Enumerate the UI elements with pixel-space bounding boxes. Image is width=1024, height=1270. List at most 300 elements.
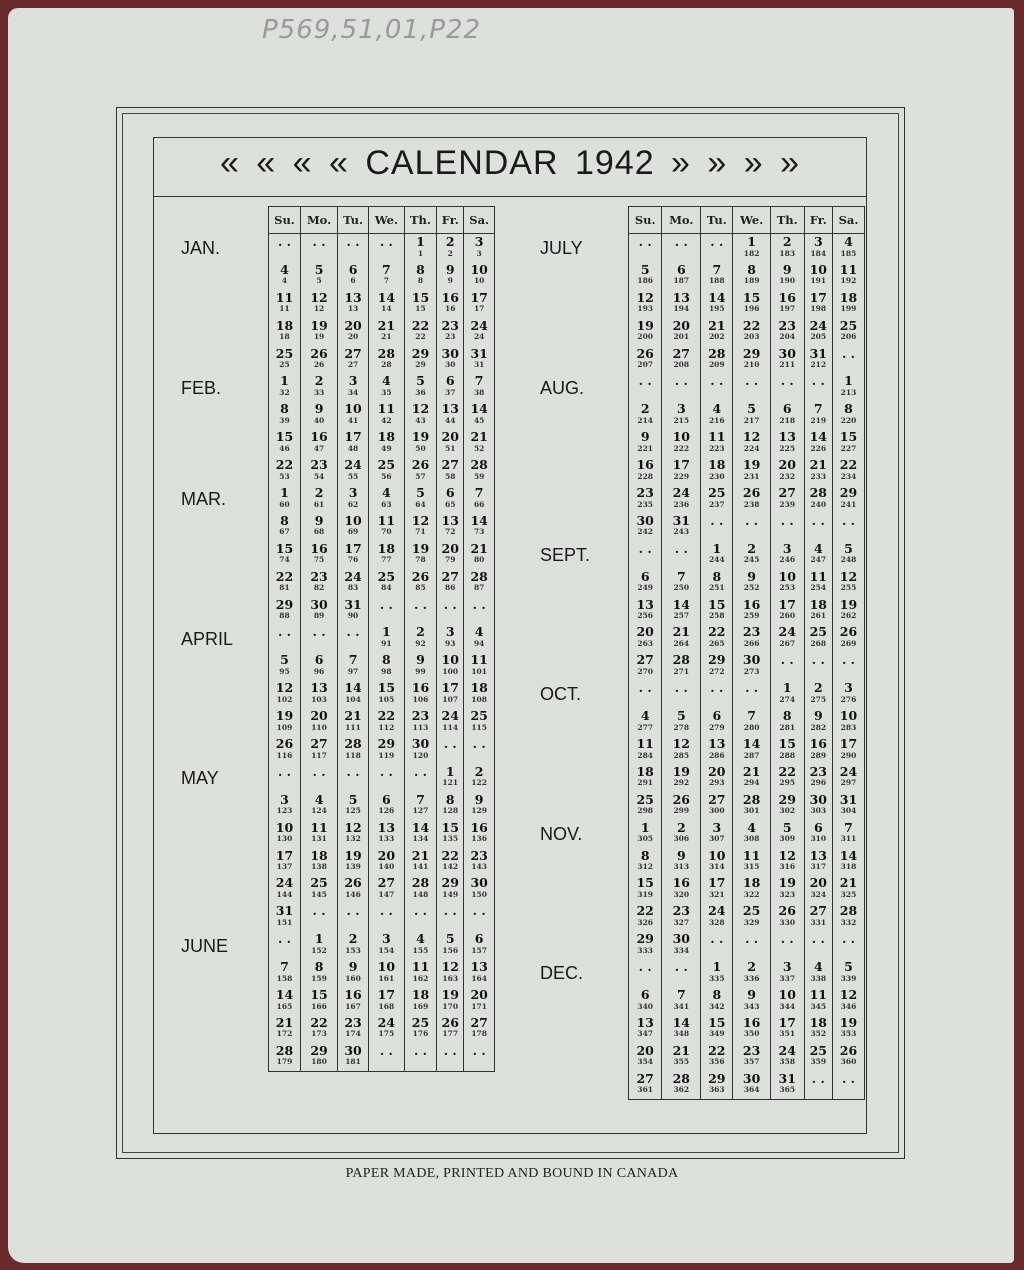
day-number: 28 — [470, 568, 488, 584]
day-cell — [300, 931, 337, 959]
day-number: 15 — [839, 429, 858, 445]
week-row — [629, 820, 865, 848]
day-cell — [804, 875, 832, 903]
day-of-year: 80 — [473, 555, 485, 565]
day-cell — [338, 318, 369, 346]
day-cell — [300, 875, 337, 903]
day-of-year: 83 — [347, 583, 359, 593]
day-number: 23 — [742, 624, 761, 640]
day-cell — [733, 234, 770, 262]
day-number: 5 — [348, 791, 358, 807]
day-number: 29 — [636, 931, 654, 947]
week-row — [629, 624, 865, 652]
day-number: 1 — [416, 234, 425, 249]
day-number: 25 — [377, 457, 396, 473]
day-of-year: 150 — [471, 889, 487, 899]
day-number: 9 — [348, 959, 358, 975]
day-number: 27 — [344, 345, 362, 361]
day-of-year: 306 — [673, 834, 690, 844]
day-number: 27 — [310, 736, 328, 752]
empty-cell — [701, 513, 733, 541]
day-of-year: 126 — [378, 806, 395, 816]
day-of-year: 302 — [779, 806, 796, 816]
day-number: 16 — [310, 429, 328, 445]
day-cell — [300, 373, 337, 401]
day-cell — [300, 1015, 337, 1043]
day-number: 31 — [839, 791, 858, 807]
empty-cell — [437, 1043, 464, 1071]
day-cell — [300, 987, 337, 1015]
day-number: 24 — [778, 624, 796, 640]
day-cell — [404, 708, 436, 736]
day-cell — [701, 792, 733, 820]
week-row — [629, 401, 865, 429]
empty-dots: . . — [472, 903, 486, 919]
day-number: 1 — [747, 234, 756, 249]
week-row — [629, 680, 865, 708]
day-number: 2 — [747, 540, 756, 556]
day-cell — [404, 624, 436, 652]
day-number: 13 — [636, 1014, 654, 1030]
day-number: 21 — [411, 847, 430, 863]
day-cell — [300, 401, 337, 429]
day-cell — [804, 848, 832, 876]
day-of-year: 98 — [381, 666, 392, 676]
day-cell — [464, 401, 495, 429]
empty-cell — [269, 234, 301, 262]
day-cell — [770, 987, 804, 1015]
day-of-year: 319 — [637, 889, 654, 899]
day-of-year: 178 — [471, 1029, 487, 1039]
day-number: 12 — [441, 959, 459, 975]
day-number: 29 — [742, 345, 761, 361]
day-of-year: 236 — [673, 499, 690, 509]
day-cell — [404, 652, 436, 680]
day-of-year: 159 — [311, 973, 327, 983]
week-row — [629, 597, 865, 625]
day-number: 2 — [348, 931, 358, 947]
empty-dots: . . — [745, 373, 759, 389]
empty-dots: . . — [312, 763, 326, 779]
day-number: 13 — [310, 680, 328, 696]
day-cell — [338, 959, 369, 987]
day-cell — [770, 903, 804, 931]
day-number: 14 — [377, 289, 396, 305]
empty-cell — [629, 541, 662, 569]
day-number: 23 — [778, 317, 796, 333]
day-number: 4 — [747, 819, 756, 835]
day-of-year: 301 — [743, 806, 760, 816]
weekday-header: We. — [733, 207, 770, 234]
day-cell — [368, 346, 404, 374]
day-of-year: 267 — [779, 638, 796, 648]
day-cell — [368, 569, 404, 597]
day-number: 15 — [778, 736, 796, 752]
day-of-year: 92 — [415, 638, 426, 648]
day-number: 27 — [672, 345, 690, 361]
day-of-year: 294 — [743, 778, 760, 788]
day-cell — [662, 792, 701, 820]
day-number: 27 — [636, 652, 654, 668]
day-of-year: 67 — [279, 527, 290, 537]
day-of-year: 290 — [840, 750, 857, 760]
day-of-year: 225 — [779, 443, 796, 453]
day-of-year: 112 — [378, 722, 395, 732]
day-of-year: 242 — [637, 527, 654, 537]
day-of-year: 257 — [673, 611, 690, 621]
day-of-year: 269 — [840, 638, 857, 648]
day-cell — [629, 401, 662, 429]
day-of-year: 124 — [311, 806, 327, 816]
day-of-year: 330 — [779, 917, 796, 927]
day-of-year: 53 — [279, 471, 290, 481]
day-cell — [804, 708, 832, 736]
day-number: 12 — [636, 289, 654, 305]
day-of-year: 186 — [637, 276, 654, 286]
week-row — [629, 290, 865, 318]
day-number: 15 — [411, 289, 430, 305]
day-number: 8 — [280, 512, 289, 528]
empty-dots: . . — [346, 903, 360, 919]
day-of-year: 326 — [637, 917, 654, 927]
day-cell — [269, 318, 301, 346]
day-number: 5 — [445, 931, 455, 947]
day-of-year: 213 — [840, 387, 857, 397]
day-cell — [338, 987, 369, 1015]
day-number: 21 — [672, 1042, 690, 1058]
day-of-year: 46 — [279, 443, 290, 453]
day-of-year: 240 — [810, 499, 827, 509]
day-number: 2 — [445, 234, 455, 249]
day-number: 9 — [747, 987, 756, 1003]
day-cell — [437, 485, 464, 513]
week-row — [629, 792, 865, 820]
day-of-year: 28 — [381, 360, 392, 370]
day-of-year: 245 — [743, 555, 760, 565]
day-cell — [300, 652, 337, 680]
empty-cell — [404, 903, 436, 931]
day-number: 26 — [636, 345, 654, 361]
day-number: 7 — [676, 568, 686, 584]
day-cell — [404, 792, 436, 820]
day-cell — [464, 541, 495, 569]
day-of-year: 209 — [708, 360, 725, 370]
empty-dots: . . — [443, 736, 457, 752]
week-row — [269, 346, 495, 374]
day-number: 16 — [411, 680, 430, 696]
day-of-year: 297 — [840, 778, 857, 788]
day-of-year: 116 — [276, 750, 293, 760]
empty-cell — [338, 764, 369, 792]
day-of-year: 347 — [637, 1029, 654, 1039]
day-cell — [832, 680, 864, 708]
day-cell — [662, 931, 701, 959]
day-of-year: 50 — [415, 443, 426, 453]
day-cell — [770, 569, 804, 597]
day-cell — [437, 708, 464, 736]
day-of-year: 258 — [708, 611, 725, 621]
day-of-year: 54 — [313, 471, 325, 481]
day-of-year: 40 — [313, 415, 325, 425]
day-number: 31 — [470, 345, 488, 361]
day-of-year: 360 — [840, 1057, 857, 1067]
day-cell — [662, 652, 701, 680]
day-of-year: 47 — [313, 443, 325, 453]
day-number: 31 — [778, 1070, 796, 1086]
day-number: 25 — [809, 624, 827, 640]
day-number: 23 — [310, 457, 328, 473]
empty-dots: . . — [379, 234, 393, 249]
day-of-year: 358 — [779, 1057, 796, 1067]
day-cell — [300, 680, 337, 708]
day-of-year: 64 — [415, 499, 426, 509]
day-cell — [701, 875, 733, 903]
week-row — [269, 234, 495, 262]
day-cell — [437, 624, 464, 652]
day-cell — [269, 792, 301, 820]
day-cell — [832, 792, 864, 820]
day-number: 24 — [275, 875, 294, 891]
day-number: 25 — [275, 345, 294, 361]
day-cell — [832, 875, 864, 903]
day-number: 31 — [275, 903, 294, 919]
day-number: 30 — [809, 791, 827, 807]
day-number: 1 — [382, 624, 391, 640]
day-number: 11 — [708, 429, 726, 445]
day-cell — [269, 1043, 301, 1071]
day-of-year: 96 — [313, 666, 325, 676]
day-cell — [629, 736, 662, 764]
day-cell — [464, 318, 495, 346]
empty-cell — [662, 234, 701, 262]
day-cell — [368, 652, 404, 680]
day-number: 19 — [275, 708, 294, 724]
day-of-year: 166 — [311, 1001, 327, 1011]
day-cell — [733, 262, 770, 290]
day-cell — [733, 346, 770, 374]
week-row — [629, 1071, 865, 1099]
day-of-year: 113 — [412, 722, 429, 732]
day-number: 3 — [445, 624, 455, 640]
day-cell — [629, 290, 662, 318]
day-cell — [269, 1015, 301, 1043]
day-of-year: 244 — [708, 555, 725, 565]
empty-cell — [629, 234, 662, 262]
day-of-year: 167 — [345, 1001, 361, 1011]
day-number: 17 — [708, 875, 726, 891]
day-number: 9 — [445, 261, 455, 277]
day-of-year: 3 — [476, 248, 482, 258]
day-number: 30 — [742, 652, 761, 668]
day-number: 13 — [778, 429, 796, 445]
day-number: 7 — [747, 708, 756, 724]
day-cell — [733, 903, 770, 931]
empty-dots: . . — [346, 624, 360, 640]
day-cell — [629, 987, 662, 1015]
empty-cell — [832, 652, 864, 680]
day-cell — [338, 541, 369, 569]
day-number: 20 — [636, 624, 654, 640]
day-cell — [464, 234, 495, 262]
empty-dots: . . — [841, 931, 856, 947]
day-cell — [269, 875, 301, 903]
day-of-year: 26 — [313, 360, 325, 370]
day-cell — [629, 346, 662, 374]
day-of-year: 204 — [779, 332, 796, 342]
day-number: 5 — [844, 959, 853, 975]
day-cell — [733, 792, 770, 820]
day-of-year: 322 — [743, 889, 760, 899]
day-of-year: 42 — [381, 415, 392, 425]
empty-dots: . . — [811, 931, 825, 947]
day-number: 15 — [742, 289, 761, 305]
day-of-year: 228 — [637, 471, 654, 481]
day-number: 23 — [411, 708, 430, 724]
day-cell — [338, 290, 369, 318]
day-cell — [701, 290, 733, 318]
day-cell — [770, 708, 804, 736]
day-of-year: 6 — [350, 276, 356, 286]
week-row — [269, 875, 495, 903]
day-number: 18 — [839, 289, 858, 305]
day-cell — [300, 848, 337, 876]
day-of-year: 283 — [840, 722, 857, 732]
empty-cell — [368, 234, 404, 262]
empty-dots: . . — [780, 931, 794, 947]
month-label: JAN. — [181, 238, 221, 258]
day-cell — [338, 569, 369, 597]
day-cell — [733, 959, 770, 987]
day-cell — [701, 959, 733, 987]
day-of-year: 203 — [743, 332, 760, 342]
day-of-year: 84 — [381, 583, 392, 593]
empty-cell — [404, 764, 436, 792]
day-number: 22 — [708, 624, 726, 640]
empty-dots: . . — [312, 903, 326, 919]
day-cell — [437, 373, 464, 401]
day-number: 7 — [416, 791, 425, 807]
day-cell — [804, 820, 832, 848]
day-of-year: 212 — [810, 360, 827, 370]
day-of-year: 158 — [276, 973, 293, 983]
day-cell — [662, 875, 701, 903]
empty-dots: . . — [638, 540, 652, 556]
day-number: 13 — [636, 596, 654, 612]
day-number: 10 — [275, 819, 294, 835]
day-number: 26 — [344, 875, 362, 891]
day-cell — [804, 401, 832, 429]
day-number: 4 — [416, 931, 425, 947]
day-number: 28 — [809, 485, 827, 501]
day-number: 4 — [382, 373, 391, 389]
day-cell — [437, 959, 464, 987]
day-of-year: 49 — [381, 443, 392, 453]
day-number: 28 — [411, 875, 430, 891]
weekday-header: Fr. — [437, 207, 464, 234]
day-cell — [300, 541, 337, 569]
day-of-year: 13 — [347, 304, 359, 314]
day-number: 14 — [708, 289, 726, 305]
day-of-year: 296 — [810, 778, 827, 788]
day-cell — [629, 820, 662, 848]
day-cell — [701, 1071, 733, 1099]
day-number: 16 — [470, 819, 488, 835]
day-number: 29 — [708, 652, 726, 668]
day-of-year: 311 — [840, 834, 857, 844]
day-of-year: 30 — [445, 360, 456, 370]
day-of-year: 256 — [637, 611, 654, 621]
day-cell — [269, 513, 301, 541]
day-cell — [338, 1015, 369, 1043]
day-of-year: 356 — [708, 1057, 725, 1067]
day-number: 3 — [280, 791, 289, 807]
day-of-year: 274 — [779, 694, 796, 704]
day-of-year: 341 — [673, 1001, 690, 1011]
day-of-year: 99 — [415, 666, 426, 676]
empty-cell — [662, 959, 701, 987]
day-cell — [437, 1015, 464, 1043]
day-number: 21 — [708, 317, 726, 333]
day-of-year: 103 — [311, 694, 327, 704]
day-cell — [368, 290, 404, 318]
day-cell — [733, 457, 770, 485]
day-cell — [629, 1071, 662, 1099]
day-of-year: 180 — [311, 1057, 327, 1067]
day-of-year: 287 — [743, 750, 760, 760]
day-number: 18 — [708, 457, 726, 473]
day-number: 19 — [839, 1014, 858, 1030]
empty-dots: . . — [710, 373, 724, 389]
day-of-year: 277 — [637, 722, 654, 732]
day-number: 10 — [839, 708, 858, 724]
day-number: 30 — [411, 736, 430, 752]
day-number: 23 — [672, 903, 690, 919]
day-number: 4 — [813, 959, 823, 975]
day-of-year: 33 — [313, 387, 325, 397]
day-number: 14 — [839, 847, 858, 863]
day-of-year: 65 — [445, 499, 456, 509]
empty-cell — [300, 764, 337, 792]
empty-dots: . . — [638, 680, 652, 696]
day-of-year: 329 — [743, 917, 760, 927]
day-cell — [832, 1043, 864, 1071]
day-cell — [770, 848, 804, 876]
week-row — [629, 318, 865, 346]
day-of-year: 293 — [708, 778, 725, 788]
week-row — [629, 875, 865, 903]
day-of-year: 205 — [810, 332, 827, 342]
day-number: 31 — [809, 345, 827, 361]
day-cell — [832, 318, 864, 346]
empty-cell — [770, 931, 804, 959]
day-cell — [368, 318, 404, 346]
month-label: AUG. — [540, 377, 585, 398]
day-cell — [770, 262, 804, 290]
day-of-year: 15 — [415, 304, 426, 314]
day-number: 2 — [747, 959, 756, 975]
day-of-year: 21 — [381, 332, 392, 342]
day-number: 10 — [377, 959, 396, 975]
day-of-year: 128 — [442, 806, 459, 816]
day-of-year: 165 — [276, 1001, 293, 1011]
day-of-year: 8 — [417, 276, 424, 286]
day-number: 10 — [778, 987, 796, 1003]
day-of-year: 32 — [279, 387, 290, 397]
day-cell — [464, 848, 495, 876]
day-cell — [404, 987, 436, 1015]
day-of-year: 169 — [412, 1001, 429, 1011]
day-number: 16 — [672, 875, 690, 891]
